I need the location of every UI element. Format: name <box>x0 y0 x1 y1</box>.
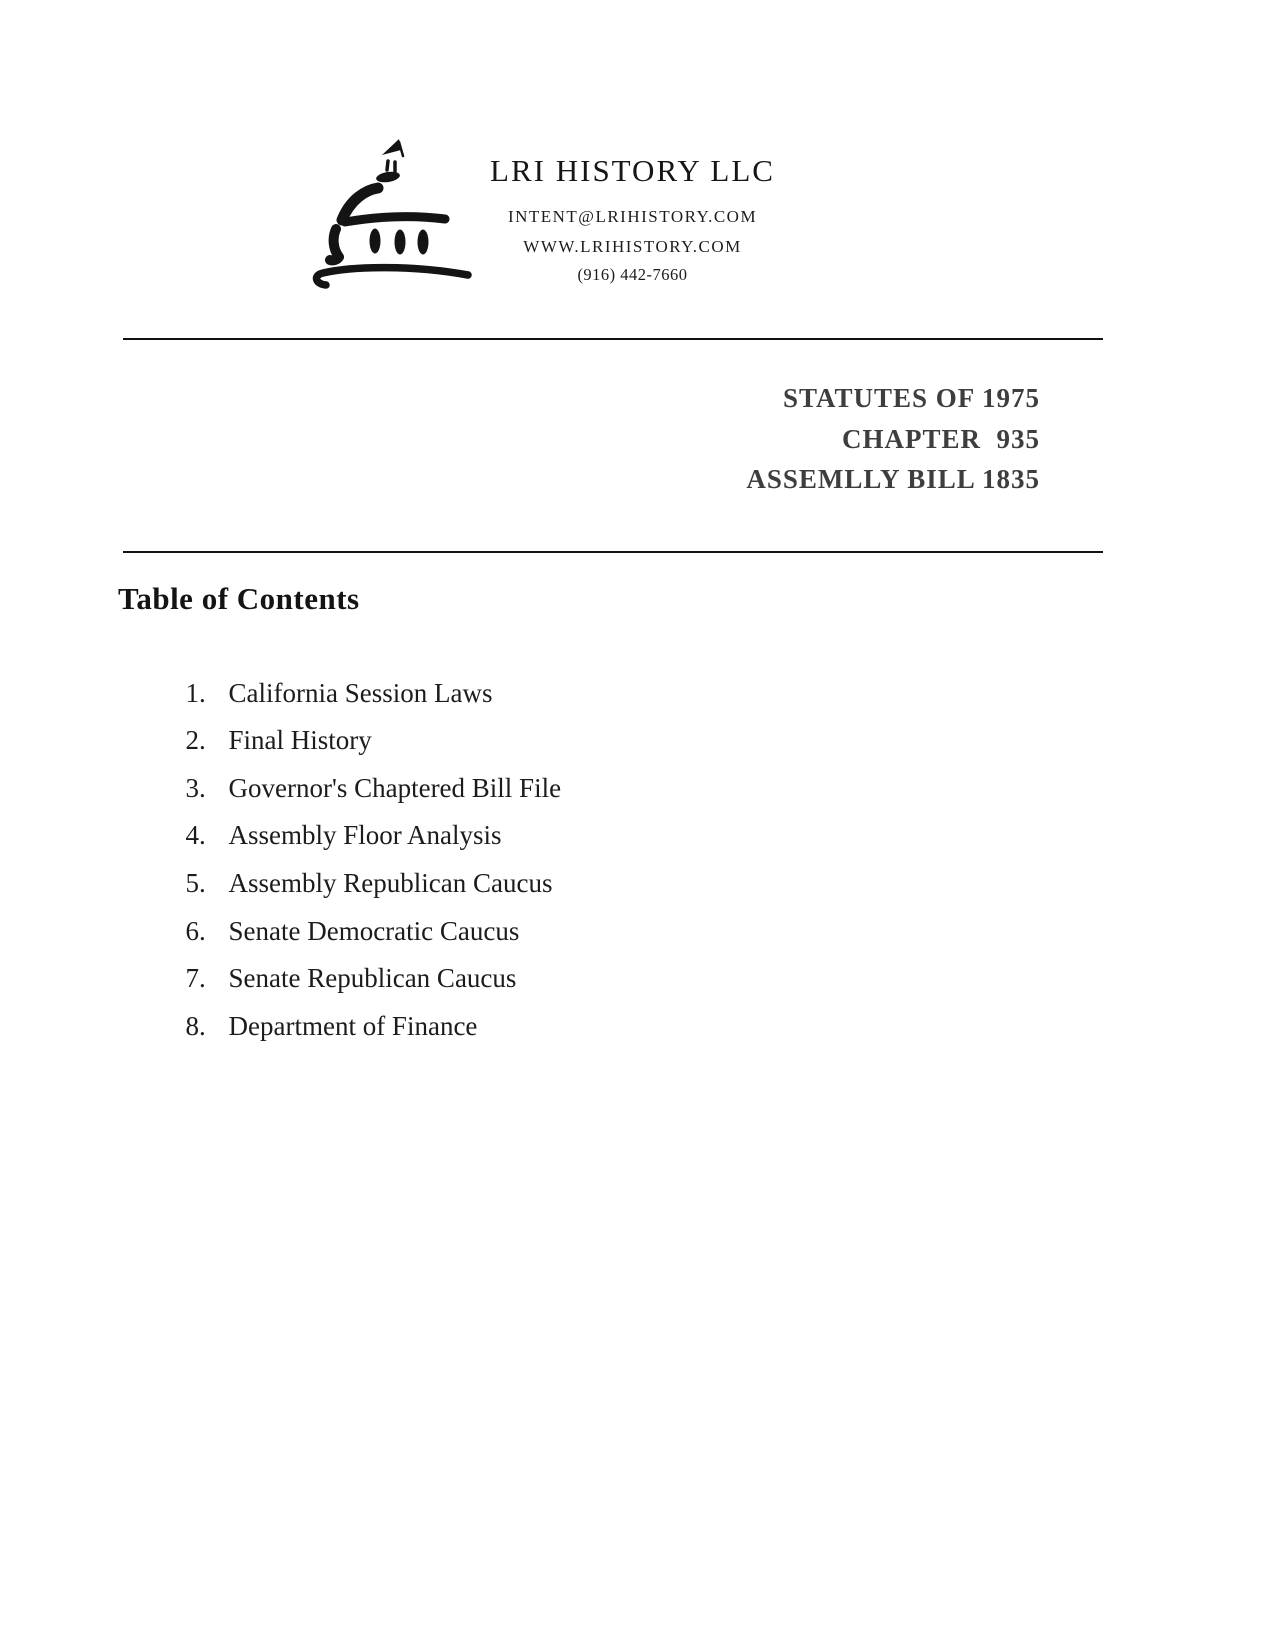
toc-item-number: 3. <box>185 772 206 803</box>
toc-item-number: 1. <box>185 677 206 708</box>
company-email: INTENT@LRIHISTORY.COM <box>507 207 758 226</box>
toc-list <box>145 622 562 1041</box>
company-website: WWW.LRIHISTORY.COM <box>523 237 742 256</box>
toc-item-label: Final History <box>228 725 372 756</box>
statute-citation-block <box>746 378 1040 500</box>
assembly-bill-line: ASSEMLLY BILL 1835 <box>746 464 1040 494</box>
logo-column <box>370 229 381 254</box>
chapter-line: CHAPTER 935 <box>841 423 1040 454</box>
company-name: LRI HISTORY LLC <box>490 153 775 188</box>
horizontal-rule-middle <box>123 551 1103 553</box>
toc-heading: Table of Contents <box>118 581 360 616</box>
company-phone: (916) 442-7660 <box>577 265 688 284</box>
horizontal-rule-top <box>123 338 1103 340</box>
toc-item-number: 8. <box>185 1010 206 1041</box>
toc-item-label: Assembly Floor Analysis <box>228 820 502 851</box>
toc-item-number: 5. <box>185 867 206 898</box>
logo-left-wall <box>330 229 339 260</box>
toc-item-label: Assembly Republican Caucus <box>228 867 553 898</box>
toc-item-label: Governor's Chaptered Bill File <box>228 772 562 803</box>
toc-item-label: Department of Finance <box>228 1010 478 1041</box>
toc-item-label: Senate Democratic Caucus <box>228 915 520 946</box>
toc-item-label: California Session Laws <box>228 677 493 708</box>
toc-item-label: Senate Republican Caucus <box>228 963 517 994</box>
toc-item-number: 6. <box>185 915 206 946</box>
toc-item-number: 4. <box>185 820 206 851</box>
toc-item-number: 7. <box>185 963 206 994</box>
toc-item-number: 2. <box>185 725 206 756</box>
company-header <box>380 152 885 286</box>
statutes-year-line: STATUTES OF 1975 <box>782 383 1040 413</box>
toc-item <box>145 622 561 708</box>
